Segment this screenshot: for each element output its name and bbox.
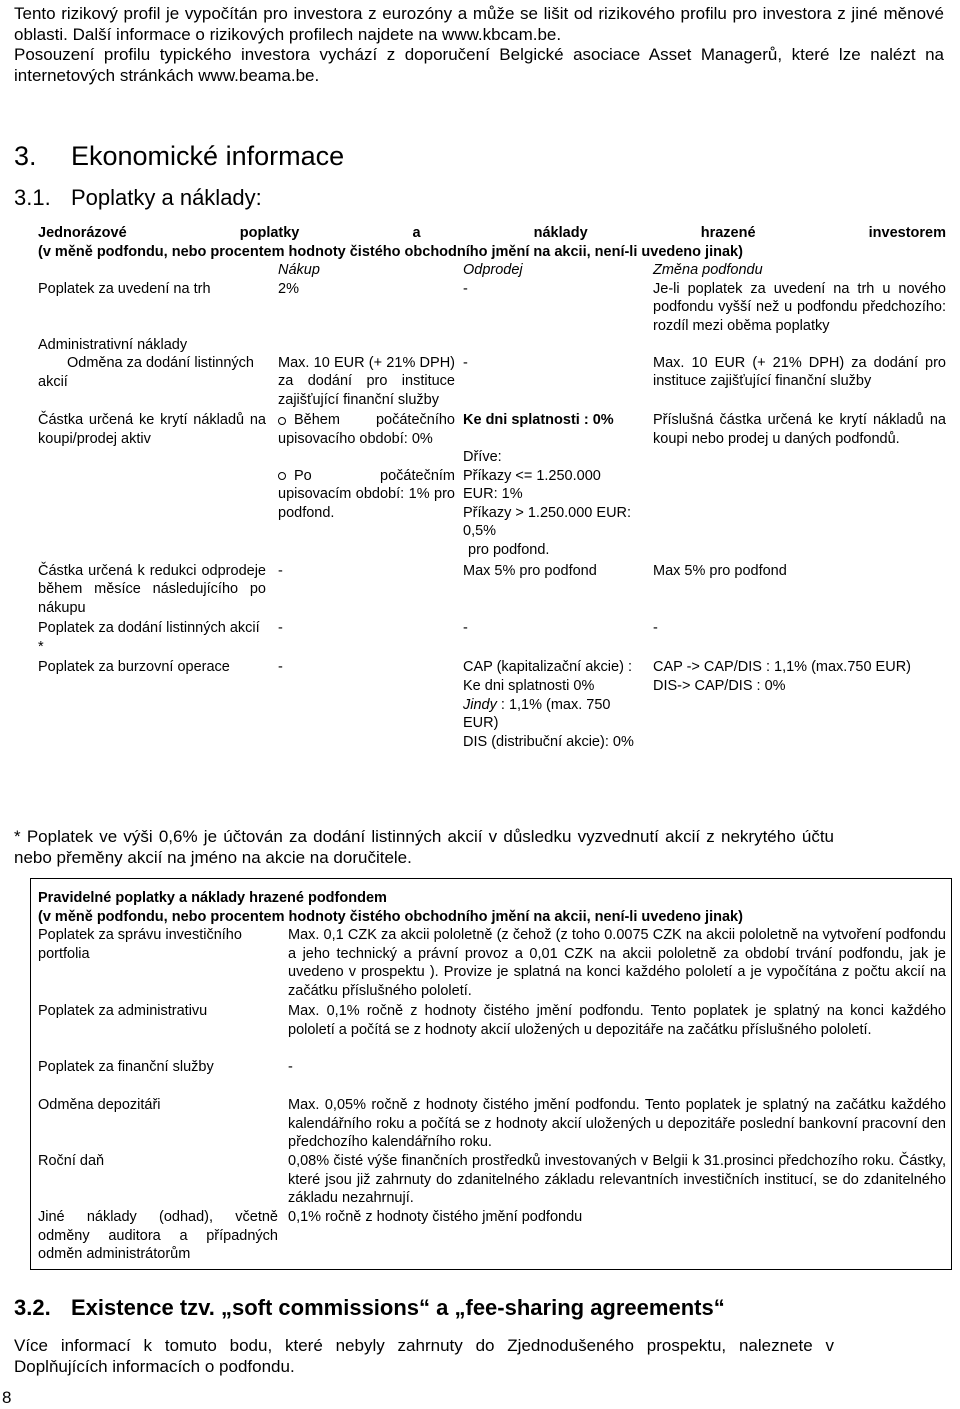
section-3-2-heading bbox=[14, 1295, 725, 1321]
cell-odprodej-4: DIS (distribuční akcie): 0% bbox=[463, 733, 634, 750]
footnote bbox=[14, 826, 834, 868]
table-row bbox=[38, 560, 946, 618]
table-row bbox=[38, 1096, 946, 1152]
cell-odprodej-4: Příkazy > 1.250.000 EUR: 0,5% bbox=[463, 504, 632, 540]
section-number: 3.2. bbox=[14, 1295, 51, 1320]
cell-zmena-1: CAP -> CAP/DIS : 1,1% (max.750 EUR) bbox=[653, 659, 911, 676]
row-label: Poplatek za administrativu bbox=[38, 1003, 208, 1020]
table-subheader: (v měně podfondu, nebo procentem hodnoty čistého obchodního jmění na akcii, není-li uvedeno jinak) bbox=[38, 243, 743, 260]
cell-odprodej-2: Dříve: bbox=[463, 448, 502, 465]
cell-nakup: - bbox=[278, 620, 283, 637]
row-label: Poplatek za finanční služby bbox=[38, 1059, 214, 1076]
table-header: Pravidelné poplatky a náklady hrazené podfondem bbox=[38, 890, 387, 906]
row-value: 0,08% čisté výše finančních prostředků investovaných v Belgii k 31.prosinci předchozího roku. Částky, které jsou již zahrnuty do zdanitelného základu relevantních investičních institucí, se do zdanitelného základu nezahrnují. bbox=[288, 1153, 946, 1207]
intro-text bbox=[14, 4, 944, 86]
table-row bbox=[38, 1002, 946, 1058]
section-3-1-heading bbox=[14, 185, 262, 211]
cell-odprodej-3: Příkazy <= 1.250.000 EUR: 1% bbox=[463, 467, 601, 503]
one-off-fees-table bbox=[38, 224, 946, 751]
section-3-heading bbox=[14, 141, 344, 172]
table-row bbox=[38, 926, 946, 1002]
section-title: Existence tzv. „soft commissions“ a „fee-sharing agreements“ bbox=[71, 1295, 725, 1320]
cell-zmena-2: DIS-> CAP/DIS : 0% bbox=[653, 678, 786, 695]
row-value: 0,1% ročně z hodnoty čistého jmění podfondu bbox=[288, 1209, 583, 1226]
bullet-icon bbox=[278, 472, 286, 480]
cell-odprodej-2: Ke dni splatnosti 0% bbox=[463, 678, 595, 695]
row-value: Max. 0,1 CZK za akcii pololetně (z čehož (z toho 0.0075 CZK na akcii pololetně na vytvoření podfondu a jeho technický a právní provoz a 0,01 CZK na akcii pololetně za období trvání podfondu, jak je uvedeno v prospektu ). Provize je splatná na konci každého pololetí a je vypočítána z počtu akcií na začátku příslušného pololetí. bbox=[288, 927, 946, 999]
cell-nakup-2: Po počátečním upisovacím období: 1% pro podfond. bbox=[278, 467, 455, 521]
row-label: Poplatek za dodání listinných akcií * bbox=[38, 620, 260, 655]
cell-odprodej-5: pro podfond. bbox=[468, 541, 550, 558]
section-number: 3. bbox=[14, 141, 37, 171]
intro-paragraph-1: Tento rizikový profil je vypočítán pro investora z eurozóny a může se lišit od rizikového profilu pro investora z jiné měnové oblasti. Další informace o rizikových profilech najdete na www.kbcam.be. bbox=[14, 4, 944, 44]
row-label: Poplatek za burzovní operace bbox=[38, 659, 230, 676]
column-header-nakup: Nákup bbox=[278, 262, 320, 279]
cell-odprodej-1: Ke dni splatnosti : 0% bbox=[463, 412, 614, 429]
table-row bbox=[38, 656, 946, 751]
cell-odprodej-3: Jindy : 1,1% (max. 750 EUR) bbox=[463, 696, 611, 732]
closing-text bbox=[14, 1335, 834, 1377]
table-row bbox=[38, 1152, 946, 1208]
row-label: Poplatek za uvedení na trh bbox=[38, 280, 211, 297]
row-value: Max. 0,05% ročně z hodnoty čistého jmění podfondu. Tento poplatek je splatný na začátku každého kalendářního roku a počítá se z hodnoty akcií uložených u depozitáře poslední bankovní pracovní den předchozího kalendářního roku. bbox=[288, 1097, 946, 1151]
row-value: - bbox=[288, 1059, 293, 1076]
section-number: 3.1. bbox=[14, 185, 51, 210]
row-label: Částka určená ke krytí nákladů na koupi/prodej aktiv bbox=[38, 412, 266, 447]
closing-paragraph: Více informací k tomuto bodu, které nebyly zahrnuty do Zjednodušeného prospektu, naleznete v Doplňujících informacích o podfondu. bbox=[14, 1336, 834, 1376]
cell-nakup: - bbox=[278, 659, 283, 676]
cell-nakup: Max. 10 EUR (+ 21% DPH) za dodání pro instituce zajišťující finanční služby bbox=[278, 354, 455, 408]
recurring-fees-table bbox=[38, 889, 946, 1264]
section-title: Poplatky a náklady: bbox=[71, 185, 262, 210]
bullet-icon bbox=[278, 417, 286, 425]
cell-zmena: Je-li poplatek za uvedení na trh u nového podfondu vyšší než u podfondu předchozího: rozdíl mezi oběma poplatky bbox=[653, 280, 946, 334]
cell-zmena: Max. 10 EUR (+ 21% DPH) za dodání pro instituce zajišťující finanční služby bbox=[653, 354, 946, 390]
row-label-group: Administrativní náklady bbox=[38, 336, 188, 353]
cell-nakup: - bbox=[278, 562, 283, 579]
page-number: 8 bbox=[2, 1388, 12, 1407]
cell-odprodej: Max 5% pro podfond bbox=[463, 562, 597, 579]
section-title: Ekonomické informace bbox=[71, 141, 345, 171]
cell-nakup-1: Během počátečního upisovacího období: 0% bbox=[278, 412, 455, 447]
footnote-text: * Poplatek ve výši 0,6% je účtován za dodání listinných akcií v důsledku vyzvednutí akcií z nekrytého účtu nebo přeměny akcií na jméno na akcie na doručitele. bbox=[14, 827, 834, 867]
column-header-odprodej: Odprodej bbox=[463, 262, 523, 279]
row-value: Max. 0,1% ročně z hodnoty čistého jmění podfondu. Tento poplatek je splatný na konci každého pololetí a počítá se z hodnoty akcií uložených u depozitáře na začátku příslušného pololetí. bbox=[288, 1003, 946, 1038]
row-label: Odměna depozitáři bbox=[38, 1097, 161, 1114]
table-row bbox=[38, 1058, 946, 1096]
cell-odprodej: - bbox=[463, 354, 468, 371]
table-subheader: (v měně podfondu, nebo procentem hodnoty čistého obchodního jmění na akcii, není-li uvedeno jinak) bbox=[38, 908, 743, 925]
table-row bbox=[38, 617, 946, 656]
row-label: Jiné náklady (odhad), včetně odměny auditora a případných odměn administrátorům bbox=[38, 1209, 278, 1263]
row-label: Roční daň bbox=[38, 1153, 105, 1170]
row-label: Poplatek za správu investičního portfolia bbox=[38, 927, 242, 962]
table-row bbox=[38, 1208, 946, 1264]
row-label: Částka určená k redukci odprodeje během měsíce následujícího po nákupu bbox=[38, 562, 266, 616]
cell-nakup: 2% bbox=[278, 280, 299, 297]
table-row bbox=[38, 409, 946, 559]
cell-odprodej: - bbox=[463, 620, 468, 637]
column-header-zmena: Změna podfondu bbox=[653, 262, 763, 279]
table-row bbox=[38, 280, 946, 336]
row-label: Odměna za dodání listinných akcií bbox=[38, 355, 254, 390]
table-header: Jednorázové poplatky a náklady hrazené investorem bbox=[38, 225, 946, 241]
cell-odprodej: - bbox=[463, 280, 468, 297]
cell-zmena: Příslušná částka určená ke krytí nákladů na koupi nebo prodej u daných podfondů. bbox=[653, 412, 946, 447]
intro-paragraph-2: Posouzení profilu typického investora vychází z doporučení Belgické asociace Asset Managerů, které lze nalézt na internetových stránkách www.beama.be. bbox=[14, 45, 944, 85]
cell-zmena: Max 5% pro podfond bbox=[653, 562, 787, 579]
table-row bbox=[38, 336, 946, 410]
cell-zmena: - bbox=[653, 620, 658, 637]
cell-odprodej-1: CAP (kapitalizační akcie) : bbox=[463, 659, 632, 676]
